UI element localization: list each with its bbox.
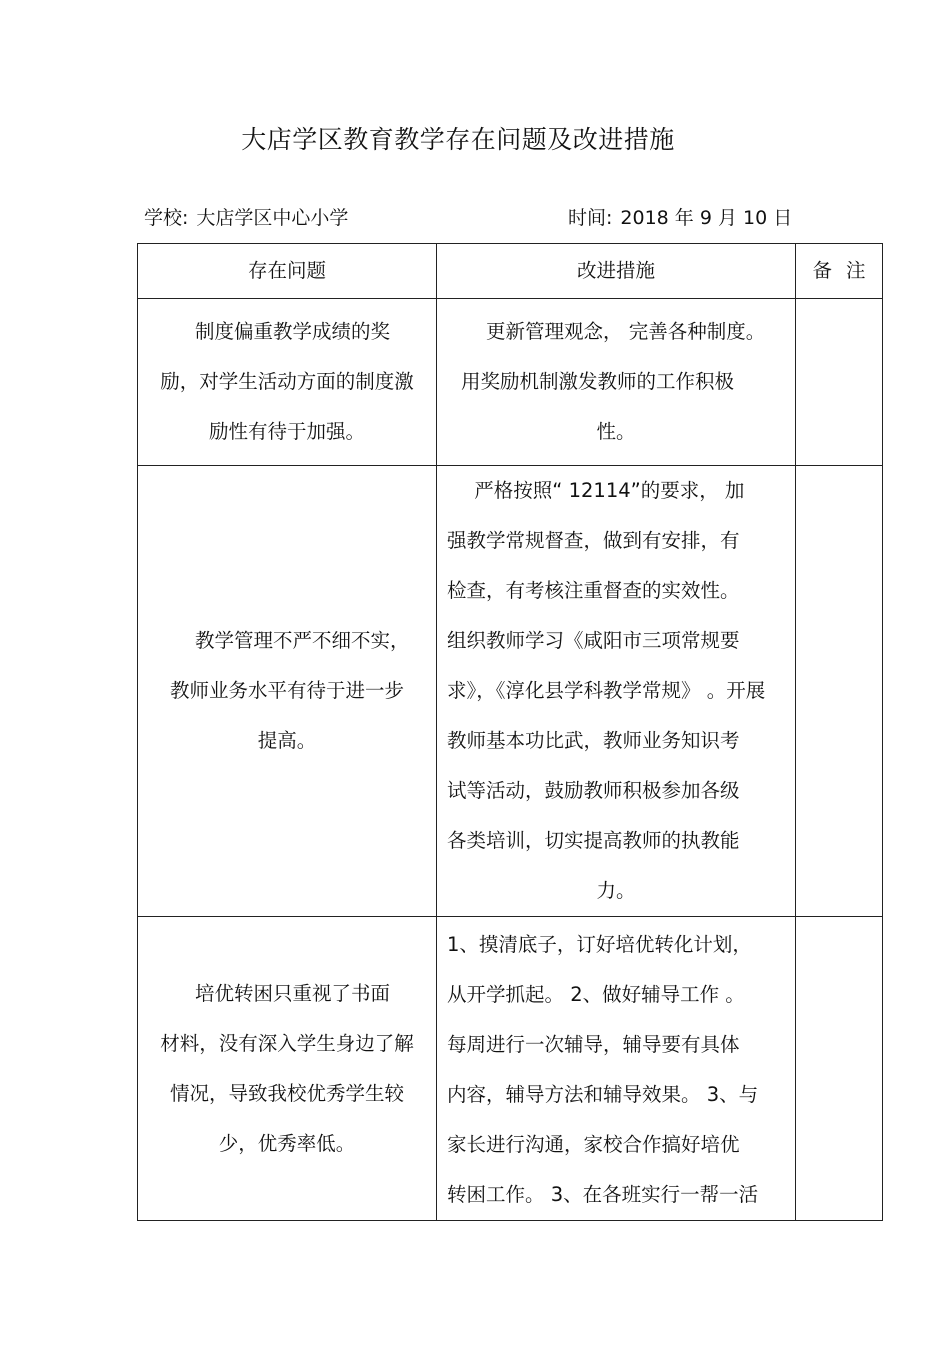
header-note	[796, 244, 883, 299]
header-note-b: 注	[846, 259, 866, 282]
measure-line: 从开学抓起。 2、做好辅导工作 。	[447, 983, 745, 1006]
measure-line: 力。	[596, 879, 636, 902]
table-row	[138, 917, 883, 1221]
measure-line: 试等活动，鼓励教师积极参加各级	[447, 779, 740, 802]
problem-line: 情况，导致我校优秀学生较	[169, 1081, 404, 1105]
measure-line: 检查，有考核注重督查的实效性。	[447, 579, 740, 602]
measure-line: 求》，《淳化县学科教学常规》 。开展	[447, 679, 766, 702]
measure-line: 各类培训，切实提高教师的执教能	[447, 829, 740, 852]
problem-cell	[138, 299, 437, 466]
header-problem: 存在问题	[138, 244, 437, 299]
school-info	[144, 203, 348, 230]
measure-line: 每周进行一次辅导，辅导要有具体	[447, 1033, 740, 1056]
table-row	[138, 299, 883, 466]
time-label: 时间:	[568, 207, 613, 229]
school-label: 学校:	[144, 207, 189, 229]
measure-line: 性。	[596, 420, 636, 443]
problem-line: 培优转困只重视了书面	[195, 981, 391, 1005]
time-value: 2018 年 9 月 10 日	[620, 207, 793, 229]
table-header-row	[138, 244, 883, 299]
header-measure: 改进措施	[437, 244, 796, 299]
problem-line: 教师业务水平有待于进一步	[169, 679, 404, 702]
table-row	[138, 466, 883, 917]
problem-line: 励性有待于加强。	[208, 420, 365, 443]
problem-line: 教学管理不严不细不实，	[195, 629, 410, 652]
measure-line: 组织教师学习《咸阳市三项常规要	[447, 629, 740, 652]
problem-cell	[138, 917, 437, 1221]
measure-line: 教师基本功比武，教师业务知识考	[447, 729, 740, 752]
measure-line: 1、摸清底子，订好培优转化计划，	[447, 933, 752, 956]
measure-cell	[437, 917, 796, 1221]
date-info	[568, 203, 792, 230]
measure-cell	[437, 299, 796, 466]
measure-line: 内容，辅导方法和辅导效果。 3、与	[447, 1083, 759, 1106]
measure-line: 更新管理观念， 完善各种制度。	[486, 320, 766, 343]
measure-line: 转困工作。 3、在各班实行一帮一活	[447, 1183, 759, 1206]
problem-cell	[138, 466, 437, 917]
problem-line: 制度偏重教学成绩的奖	[195, 320, 391, 343]
note-cell	[796, 466, 883, 917]
measure-line: 严格按照“ 12114”的要求， 加	[474, 479, 745, 502]
note-cell	[796, 299, 883, 466]
measure-cell	[437, 466, 796, 917]
problem-line: 提高。	[257, 729, 317, 752]
measure-line: 强教学常规督查，做到有安排，有	[447, 529, 740, 552]
measure-line: 家长进行沟通，家校合作搞好培优	[447, 1133, 740, 1156]
issues-table	[137, 243, 883, 1221]
note-cell	[796, 917, 883, 1221]
school-value: 大店学区中心小学	[196, 207, 349, 229]
problem-line: 少，优秀率低。	[218, 1131, 356, 1155]
measure-line: 用奖励机制激发教师的工作积极	[461, 370, 735, 393]
document-title: 大店学区教育教学存在问题及改进措施	[241, 125, 675, 154]
header-note-a: 备	[812, 259, 832, 282]
problem-line: 材料，没有深入学生身边了解	[160, 1031, 414, 1055]
problem-line: 励，对学生活动方面的制度激	[160, 370, 414, 393]
